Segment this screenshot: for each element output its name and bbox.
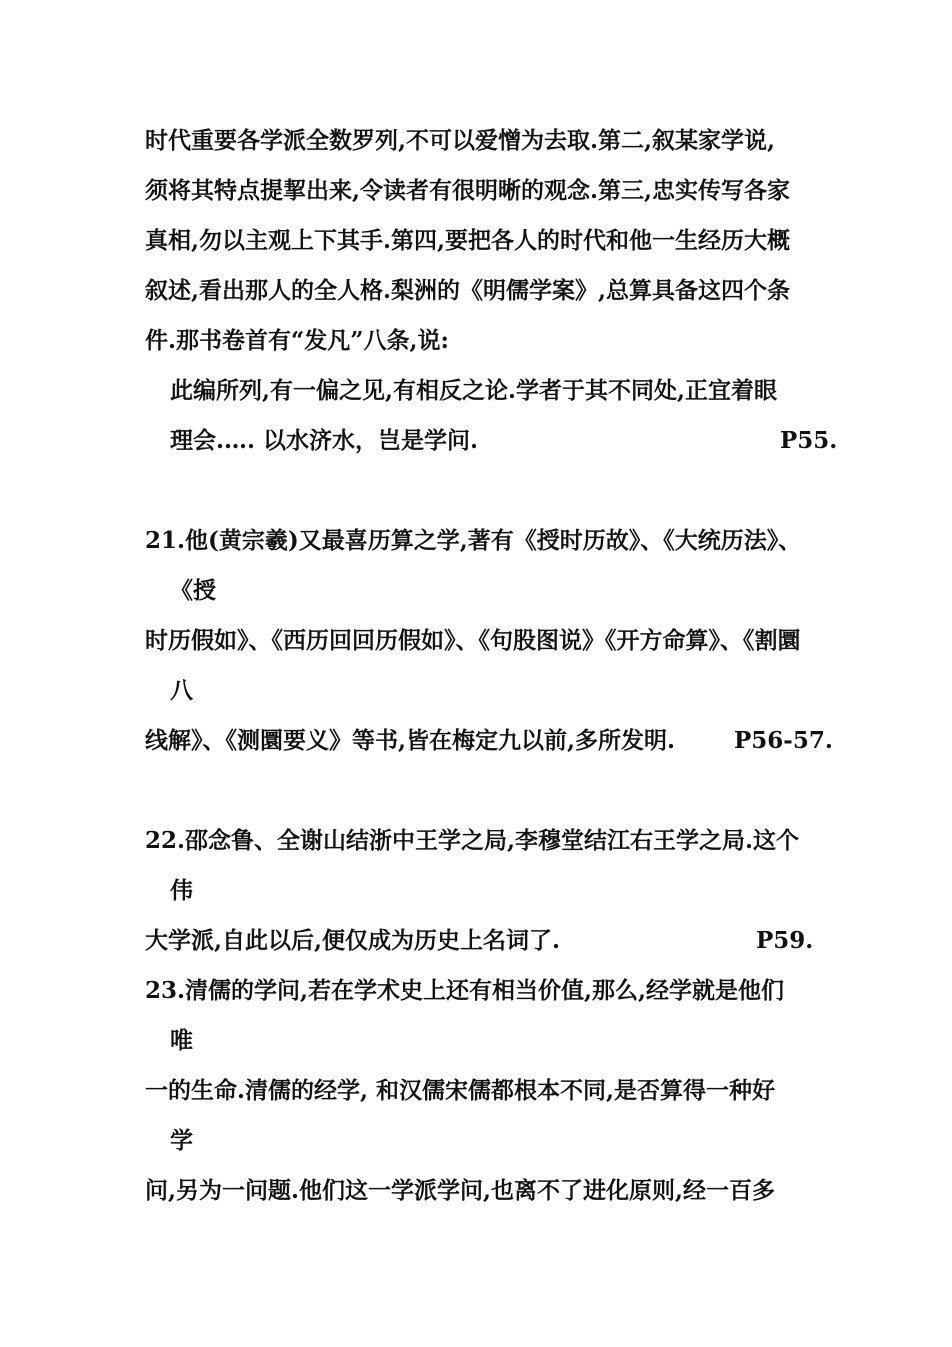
- text-line: 件.那书卷首有“发凡”八条,说:: [145, 327, 449, 354]
- page-reference: P56-57.: [734, 727, 833, 754]
- text-line: 时代重要各学派全数罗列,不可以爱憎为去取.第二,叙某家学说,: [145, 127, 776, 154]
- page-reference: P55.: [780, 427, 838, 454]
- text-line: 叙述,看出那人的全人格.梨洲的《明儒学案》,总算具备这四个条: [145, 277, 791, 304]
- item-23-line: 问,另为一问题.他们这一学派学问,也离不了进化原则,经一百多: [145, 1177, 776, 1204]
- item-21-line: 时历假如》、《西历回回历假如》、《句股图说》《开方命算》、《割圜: [145, 627, 801, 654]
- item-22-line: 大学派,自此以后,便仅成为历史上名词了.: [145, 927, 561, 954]
- item-23-line: 学: [170, 1127, 193, 1154]
- page-reference: P59.: [756, 927, 814, 954]
- item-22-line: 22.邵念鲁、全谢山结浙中王学之局,李穆堂结江右王学之局.这个: [145, 827, 800, 854]
- quote-line: 此编所列,有一偏之见,有相反之论.学者于其不同处,正宜着眼: [170, 377, 778, 404]
- item-22-line: 伟: [170, 877, 193, 904]
- item-21-line: 线解》、《测圜要义》等书,皆在梅定九以前,多所发明.: [145, 727, 676, 754]
- text-line: 真相,勿以主观上下其手.第四,要把各人的时代和他一生经历大概: [145, 227, 791, 254]
- text-line: 须将其特点提挈出来,令读者有很明晰的观念.第三,忠实传写各家: [145, 177, 791, 204]
- item-23-line: 唯: [170, 1027, 193, 1054]
- item-23-line: 23.清儒的学问,若在学术史上还有相当价值,那么,经学就是他们: [145, 977, 785, 1004]
- item-23-line: 一的生命.清儒的经学, 和汉儒宋儒都根本不同,是否算得一种好: [145, 1077, 776, 1104]
- item-21-line: 21.他(黄宗羲)又最喜历算之学,著有《授时历故》、《大统历法》、: [145, 527, 802, 554]
- quote-line: 理会.…. 以水济水，岂是学问.: [170, 427, 479, 454]
- item-21-line: 《授: [170, 577, 216, 604]
- item-21-line: 八: [170, 677, 193, 704]
